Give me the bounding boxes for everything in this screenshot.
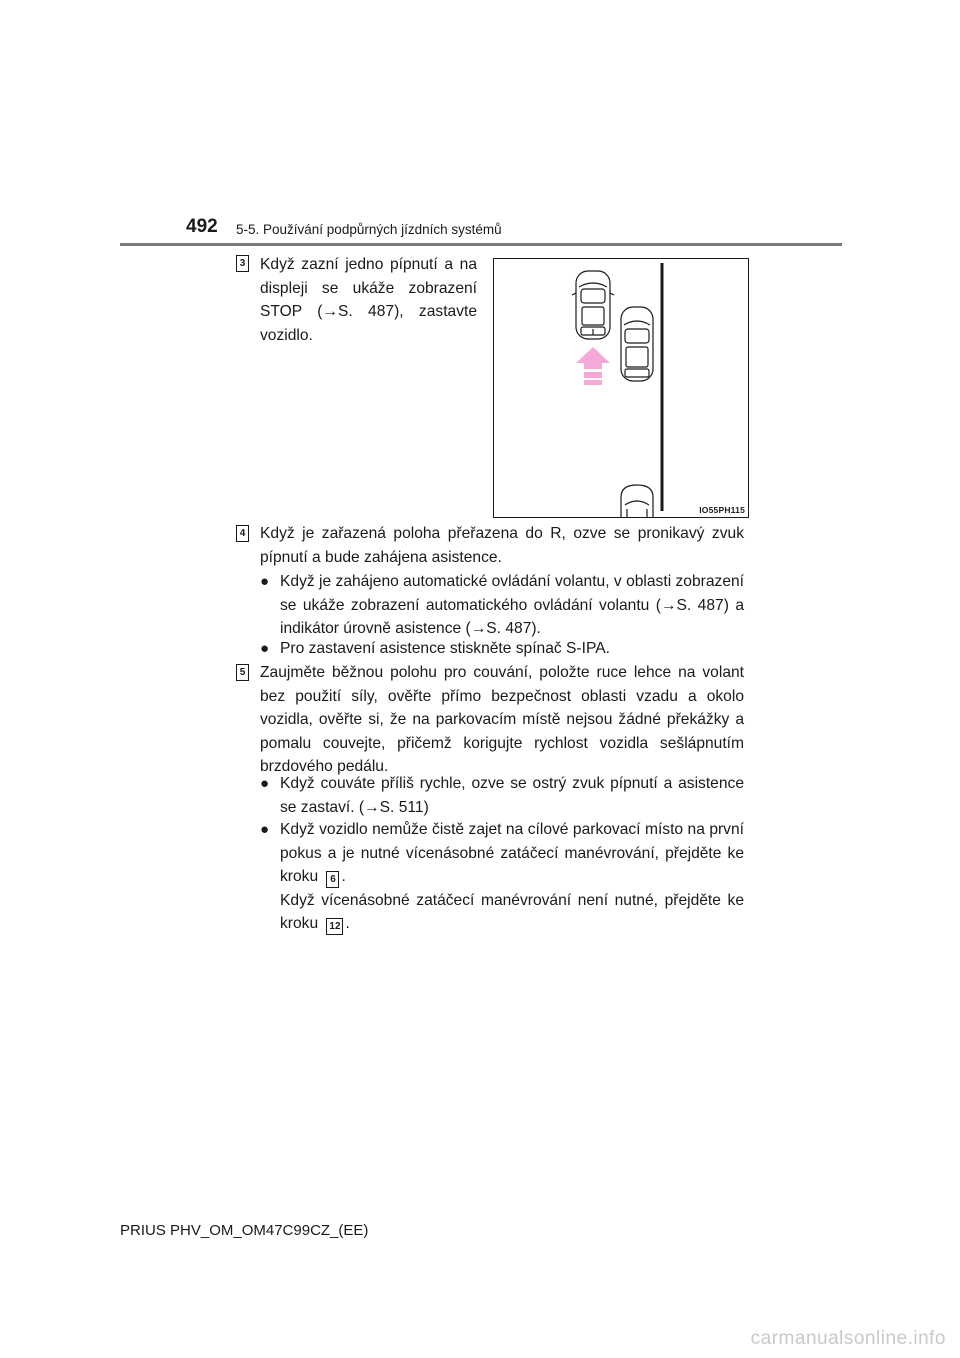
watermark: carmanualsonline.info [750, 1328, 946, 1349]
parking-illustration [493, 258, 749, 518]
bullet-icon: ● [260, 640, 270, 657]
bullet-icon: ● [260, 775, 270, 792]
step-12-reference: 12 [326, 918, 343, 935]
step-5-badge: 5 [236, 664, 249, 681]
bullet-icon: ● [260, 821, 270, 838]
step-5-bullet-2-text: Když vozidlo nemůže čistě zajet na cílové parkovací místo na první pokus a je nutné vícenásobné zatáčecí manévrování, přejděte ke kroku [280, 821, 744, 886]
section-title: 5-5. Používání podpůrných jízdních systémů [236, 222, 502, 237]
document-footer: PRIUS PHV_OM_OM47C99CZ_(EE) [120, 1222, 369, 1239]
page-number: 492 [186, 216, 218, 237]
step-5-bullet-1: Když couváte příliš rychle, ozve se ostrý zvuk pípnutí a asistence se zastaví. (→S. 511) [280, 775, 744, 816]
step-6-reference: 6 [326, 871, 339, 888]
step-4-bullet-1: Když je zahájeno automatické ovládání volantu, v oblasti zobrazení se ukáže zobrazení automatického ovládání volantu (→S. 487) a indikátor úrovně asistence (→S. 487). [280, 573, 744, 638]
step-5-bullet-2-text-2: Když vícenásobné zatáčecí manévrování není nutné, přejděte ke kroku [280, 891, 744, 933]
rear-vehicle [621, 485, 653, 517]
bullet-icon: ● [260, 573, 270, 590]
step-4-text: Když je zařazená poloha přeřazena do R, ozve se pronikavý zvuk pípnutí a bude zahájena asistence. [260, 525, 744, 566]
step-4-bullet-2: Pro zastavení asistence stiskněte spínač S-IPA. [280, 640, 610, 657]
header-divider [120, 243, 842, 246]
step-5-text: Zaujměte běžnou polohu pro couvání, položte ruce lehce na volant bez použití síly, ověřte přímo bezpečnost oblasti vzadu a okolo vozidla, ověřte si, že na parkovacím místě nejsou žádné překážky a pomalu couvejte, přičemž korigujte rychlost vozidla sešlápnutím brzdového pedálu. [260, 664, 744, 776]
parked-vehicle [621, 307, 653, 381]
step-4-badge: 4 [236, 525, 249, 542]
direction-arrow [576, 347, 610, 385]
punctuation: . [341, 868, 346, 886]
step-3-badge: 3 [236, 255, 249, 272]
figure-code: IO55PH115 [699, 505, 745, 515]
punctuation: . [345, 915, 350, 933]
step-3-text: Když zazní jedno pípnutí a na displeji se ukáže zobrazení STOP (→S. 487), zastavte vozidlo. [260, 256, 477, 344]
own-vehicle [572, 271, 614, 339]
parking-diagram [494, 259, 748, 517]
step-5-bullet-2 [280, 818, 744, 936]
